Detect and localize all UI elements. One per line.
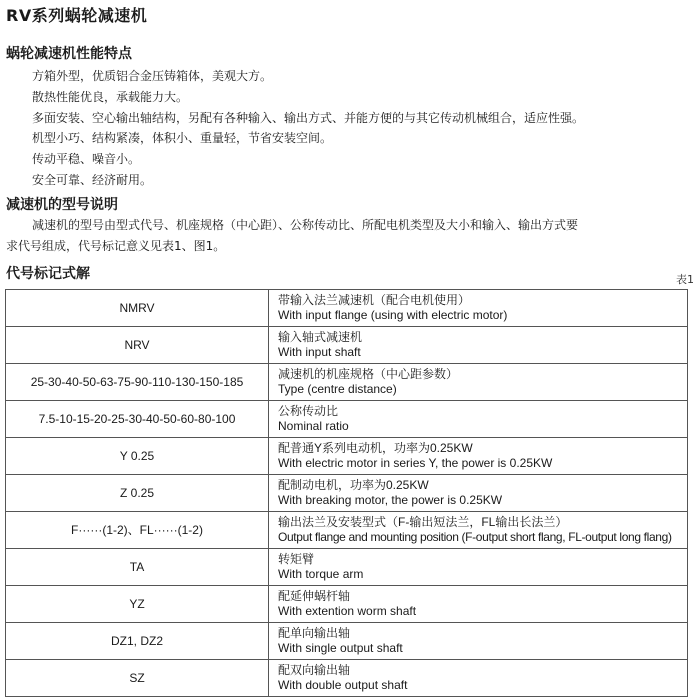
row-desc-en: With torque arm bbox=[278, 567, 364, 581]
feature-item: 多面安装、空心输出轴结构，另配有各种输入、输出方式、并能方便的与其它传动机械组合，适应性强。 bbox=[32, 110, 585, 125]
row-code: TA bbox=[6, 549, 269, 586]
row-desc-cn: 配单向输出轴 bbox=[278, 626, 351, 640]
table-row bbox=[6, 475, 688, 512]
row-code: NRV bbox=[6, 327, 269, 364]
row-desc-en: Nominal ratio bbox=[278, 419, 349, 433]
table-row bbox=[6, 327, 688, 364]
row-description bbox=[269, 438, 688, 475]
row-description bbox=[269, 290, 688, 327]
row-description bbox=[269, 623, 688, 660]
row-desc-en: Type (centre distance) bbox=[278, 382, 397, 396]
feature-item: 机型小巧、结构紧凑，体积小、重量轻，节省安装空间。 bbox=[32, 131, 333, 146]
row-code: 7.5-10-15-20-25-30-40-50-60-80-100 bbox=[6, 401, 269, 438]
features-list bbox=[32, 66, 584, 191]
table-row bbox=[6, 512, 688, 549]
model-heading: 减速机的型号说明 bbox=[6, 197, 118, 213]
table-row bbox=[6, 623, 688, 660]
row-description bbox=[269, 401, 688, 438]
row-desc-en: With input flange (using with electric motor) bbox=[278, 308, 508, 322]
row-description bbox=[269, 327, 688, 364]
row-description bbox=[269, 512, 688, 549]
code-table bbox=[5, 289, 688, 697]
row-description bbox=[269, 364, 688, 401]
page-title: RV系列蜗轮减速机 bbox=[6, 6, 148, 25]
row-description bbox=[269, 586, 688, 623]
row-description bbox=[269, 549, 688, 586]
row-desc-en: With breaking motor, the power is 0.25KW bbox=[278, 493, 503, 507]
model-text-line1: 减速机的型号由型式代号、机座规格（中心距）、公称传动比、所配电机类型及大小和输入、输出方式要 bbox=[32, 218, 579, 232]
table-row bbox=[6, 401, 688, 438]
row-desc-en: Output flange and mounting position (F-output short flang, FL-output long flang) bbox=[278, 530, 672, 544]
row-desc-en: With double output shaft bbox=[278, 678, 408, 692]
row-code: Y 0.25 bbox=[6, 438, 269, 475]
row-desc-en: With electric motor in series Y, the power is 0.25KW bbox=[278, 456, 553, 470]
table-label: 表1 bbox=[676, 273, 694, 286]
row-desc-cn: 配双向输出轴 bbox=[278, 663, 351, 677]
row-desc-cn: 输出法兰及安装型式（F-输出短法兰，FL输出长法兰） bbox=[278, 515, 568, 529]
row-desc-en: With input shaft bbox=[278, 345, 361, 359]
feature-item: 安全可靠、经济耐用。 bbox=[32, 172, 153, 187]
row-desc-cn: 配制动电机，功率为0.25KW bbox=[278, 478, 429, 492]
table-row bbox=[6, 290, 688, 327]
table-row bbox=[6, 364, 688, 401]
feature-item: 方箱外型，优质铝合金压铸箱体，美观大方。 bbox=[32, 69, 273, 83]
table-row bbox=[6, 660, 688, 697]
row-code: F······(1-2)、FL······(1-2) bbox=[6, 512, 269, 549]
row-code: SZ bbox=[6, 660, 269, 697]
row-desc-cn: 输入轴式减速机 bbox=[278, 330, 363, 344]
row-description bbox=[269, 475, 688, 512]
feature-item: 散热性能优良，承载能力大。 bbox=[32, 89, 189, 104]
row-desc-cn: 配普通Y系列电动机，功率为0.25KW bbox=[278, 441, 473, 455]
row-desc-en: With single output shaft bbox=[278, 641, 403, 655]
row-code: 25-30-40-50-63-75-90-110-130-150-185 bbox=[6, 364, 269, 401]
row-desc-cn: 配延伸蜗杆轴 bbox=[278, 589, 351, 603]
row-desc-cn: 减速机的机座规格（中心距参数） bbox=[278, 367, 459, 381]
row-description bbox=[269, 660, 688, 697]
code-heading: 代号标记式解 bbox=[6, 266, 90, 282]
row-desc-cn: 带输入法兰减速机（配合电机使用） bbox=[278, 293, 471, 307]
row-desc-en: With extention worm shaft bbox=[278, 604, 417, 618]
table-row bbox=[6, 438, 688, 475]
row-desc-cn: 公称传动比 bbox=[278, 404, 339, 418]
row-code: DZ1, DZ2 bbox=[6, 623, 269, 660]
table-row bbox=[6, 586, 688, 623]
row-code: YZ bbox=[6, 586, 269, 623]
table-row bbox=[6, 549, 688, 586]
feature-item: 传动平稳、噪音小。 bbox=[32, 152, 141, 167]
row-desc-cn: 转矩臂 bbox=[278, 552, 315, 566]
row-code: NMRV bbox=[6, 290, 269, 327]
model-text-line2: 求代号组成，代号标记意义见表1、图1。 bbox=[6, 239, 226, 253]
row-code: Z 0.25 bbox=[6, 475, 269, 512]
features-heading: 蜗轮减速机性能特点 bbox=[6, 46, 132, 62]
